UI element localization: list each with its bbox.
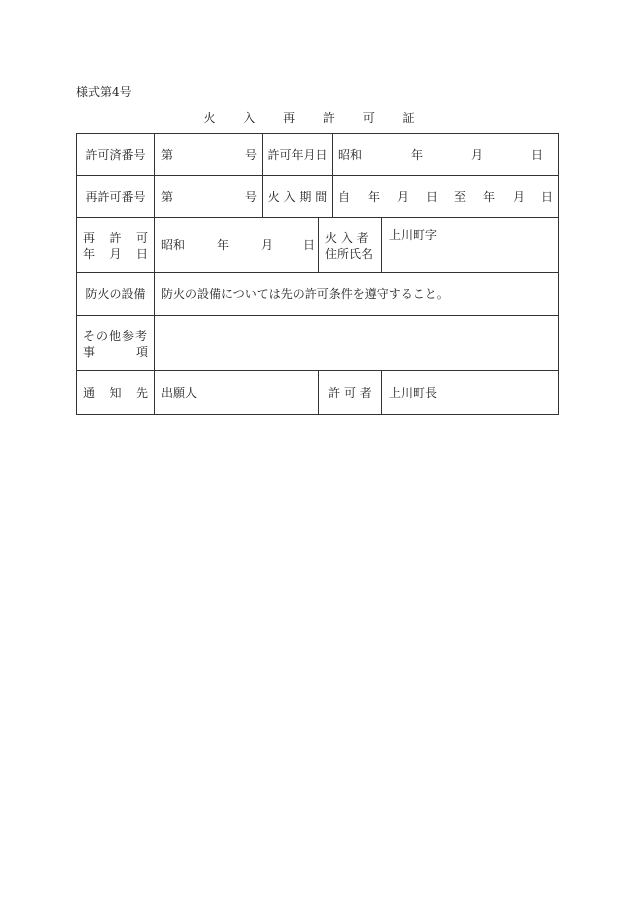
repermit-date-month: 月 (261, 238, 274, 252)
other-notes-label-cell (77, 316, 154, 370)
burn-period-value-cell (332, 176, 558, 217)
burn-period-label: 火 入 期 間 (267, 189, 328, 204)
fire-equipment-label-cell (77, 273, 154, 315)
permitter-value-cell (381, 371, 558, 414)
permit-number-label-cell (77, 134, 154, 175)
repermit-date-value-cell (154, 218, 318, 272)
repermit-label-char: 再 (83, 231, 96, 245)
form-number: 様式第4号 (76, 85, 132, 99)
repermit-label-char: 日 (135, 247, 148, 261)
permit-form-table (76, 133, 559, 415)
row-repermit-number (77, 176, 558, 218)
fire-equipment-value: 防火の設備については先の許可条件を遵守すること。 (161, 287, 449, 301)
repermit-label-char: 年 (83, 247, 96, 261)
repermit-date-year: 年 (217, 238, 230, 252)
burner-address-value-cell (381, 218, 558, 272)
repermit-number-go: 号 (245, 190, 258, 204)
row-repermit-date (77, 218, 558, 273)
repermit-date-label-cell (77, 218, 154, 272)
burner-label-line1: 火 入 者 (325, 231, 369, 245)
repermit-label-char: 可 (135, 231, 148, 245)
permitter-label-cell (318, 371, 381, 414)
permitter-label: 許 可 者 (328, 385, 372, 400)
repermit-date-label-line2 (83, 246, 148, 262)
permit-date-year: 年 (411, 148, 424, 162)
repermit-date-label-line1 (83, 230, 148, 246)
other-notes-value-cell (154, 316, 558, 370)
notify-label (83, 385, 148, 401)
repermit-label-char: 許 (109, 231, 122, 245)
period-from-month: 月 (397, 190, 410, 204)
other-notes-label-line2 (83, 344, 148, 360)
notify-label-char: 先 (135, 385, 148, 400)
permit-date-value-cell (332, 134, 558, 175)
permit-date-month: 月 (471, 148, 484, 162)
row-permit-number (77, 134, 558, 176)
notify-value-cell (154, 371, 318, 414)
burn-period-label-cell (262, 176, 332, 217)
burner-address-label-cell (318, 218, 381, 272)
fire-equipment-value-cell (154, 273, 558, 315)
permit-date-label-cell (262, 134, 332, 175)
period-from-day: 日 (426, 190, 439, 204)
permit-date-label: 許可年月日 (267, 147, 328, 162)
row-notify (77, 371, 558, 414)
period-from: 自 (338, 190, 351, 204)
other-notes-label-line1: その他参考 (83, 329, 149, 343)
row-other-notes (77, 316, 558, 371)
row-fire-equipment (77, 273, 558, 316)
burner-label-line2: 住所氏名 (325, 247, 374, 261)
period-to-year: 年 (483, 190, 496, 204)
repermit-date-day: 日 (303, 238, 316, 252)
burner-address-value: 上川町字 (389, 228, 438, 242)
repermit-number-value-cell (154, 176, 262, 217)
permit-date-day: 日 (531, 148, 544, 162)
period-from-year: 年 (368, 190, 381, 204)
permit-date-era: 昭和 (338, 148, 363, 162)
period-to-month: 月 (513, 190, 526, 204)
notify-label-cell (77, 371, 154, 414)
repermit-number-dai: 第 (161, 190, 174, 204)
period-to: 至 (454, 190, 467, 204)
document-title-text: 火 入 再 許 可 証 (203, 111, 427, 125)
notify-label-char: 知 (109, 385, 122, 400)
other-notes-label-char: 項 (135, 345, 148, 359)
permit-number-value-cell (154, 134, 262, 175)
repermit-number-label-cell (77, 176, 154, 217)
notify-value: 出願人 (161, 385, 198, 400)
notify-label-char: 通 (83, 385, 96, 400)
fire-equipment-label: 防火の設備 (85, 287, 146, 301)
permit-number-go: 号 (245, 148, 258, 162)
repermit-label-char: 月 (109, 247, 122, 261)
permit-number-dai: 第 (161, 148, 174, 162)
document-title (0, 110, 630, 126)
permitter-value: 上川町長 (389, 385, 438, 400)
permit-number-label: 許可済番号 (85, 147, 146, 162)
repermit-number-label: 再許可番号 (85, 189, 146, 204)
other-notes-label-char: 事 (83, 345, 96, 359)
repermit-date-era: 昭和 (161, 238, 186, 252)
period-to-day: 日 (541, 190, 554, 204)
